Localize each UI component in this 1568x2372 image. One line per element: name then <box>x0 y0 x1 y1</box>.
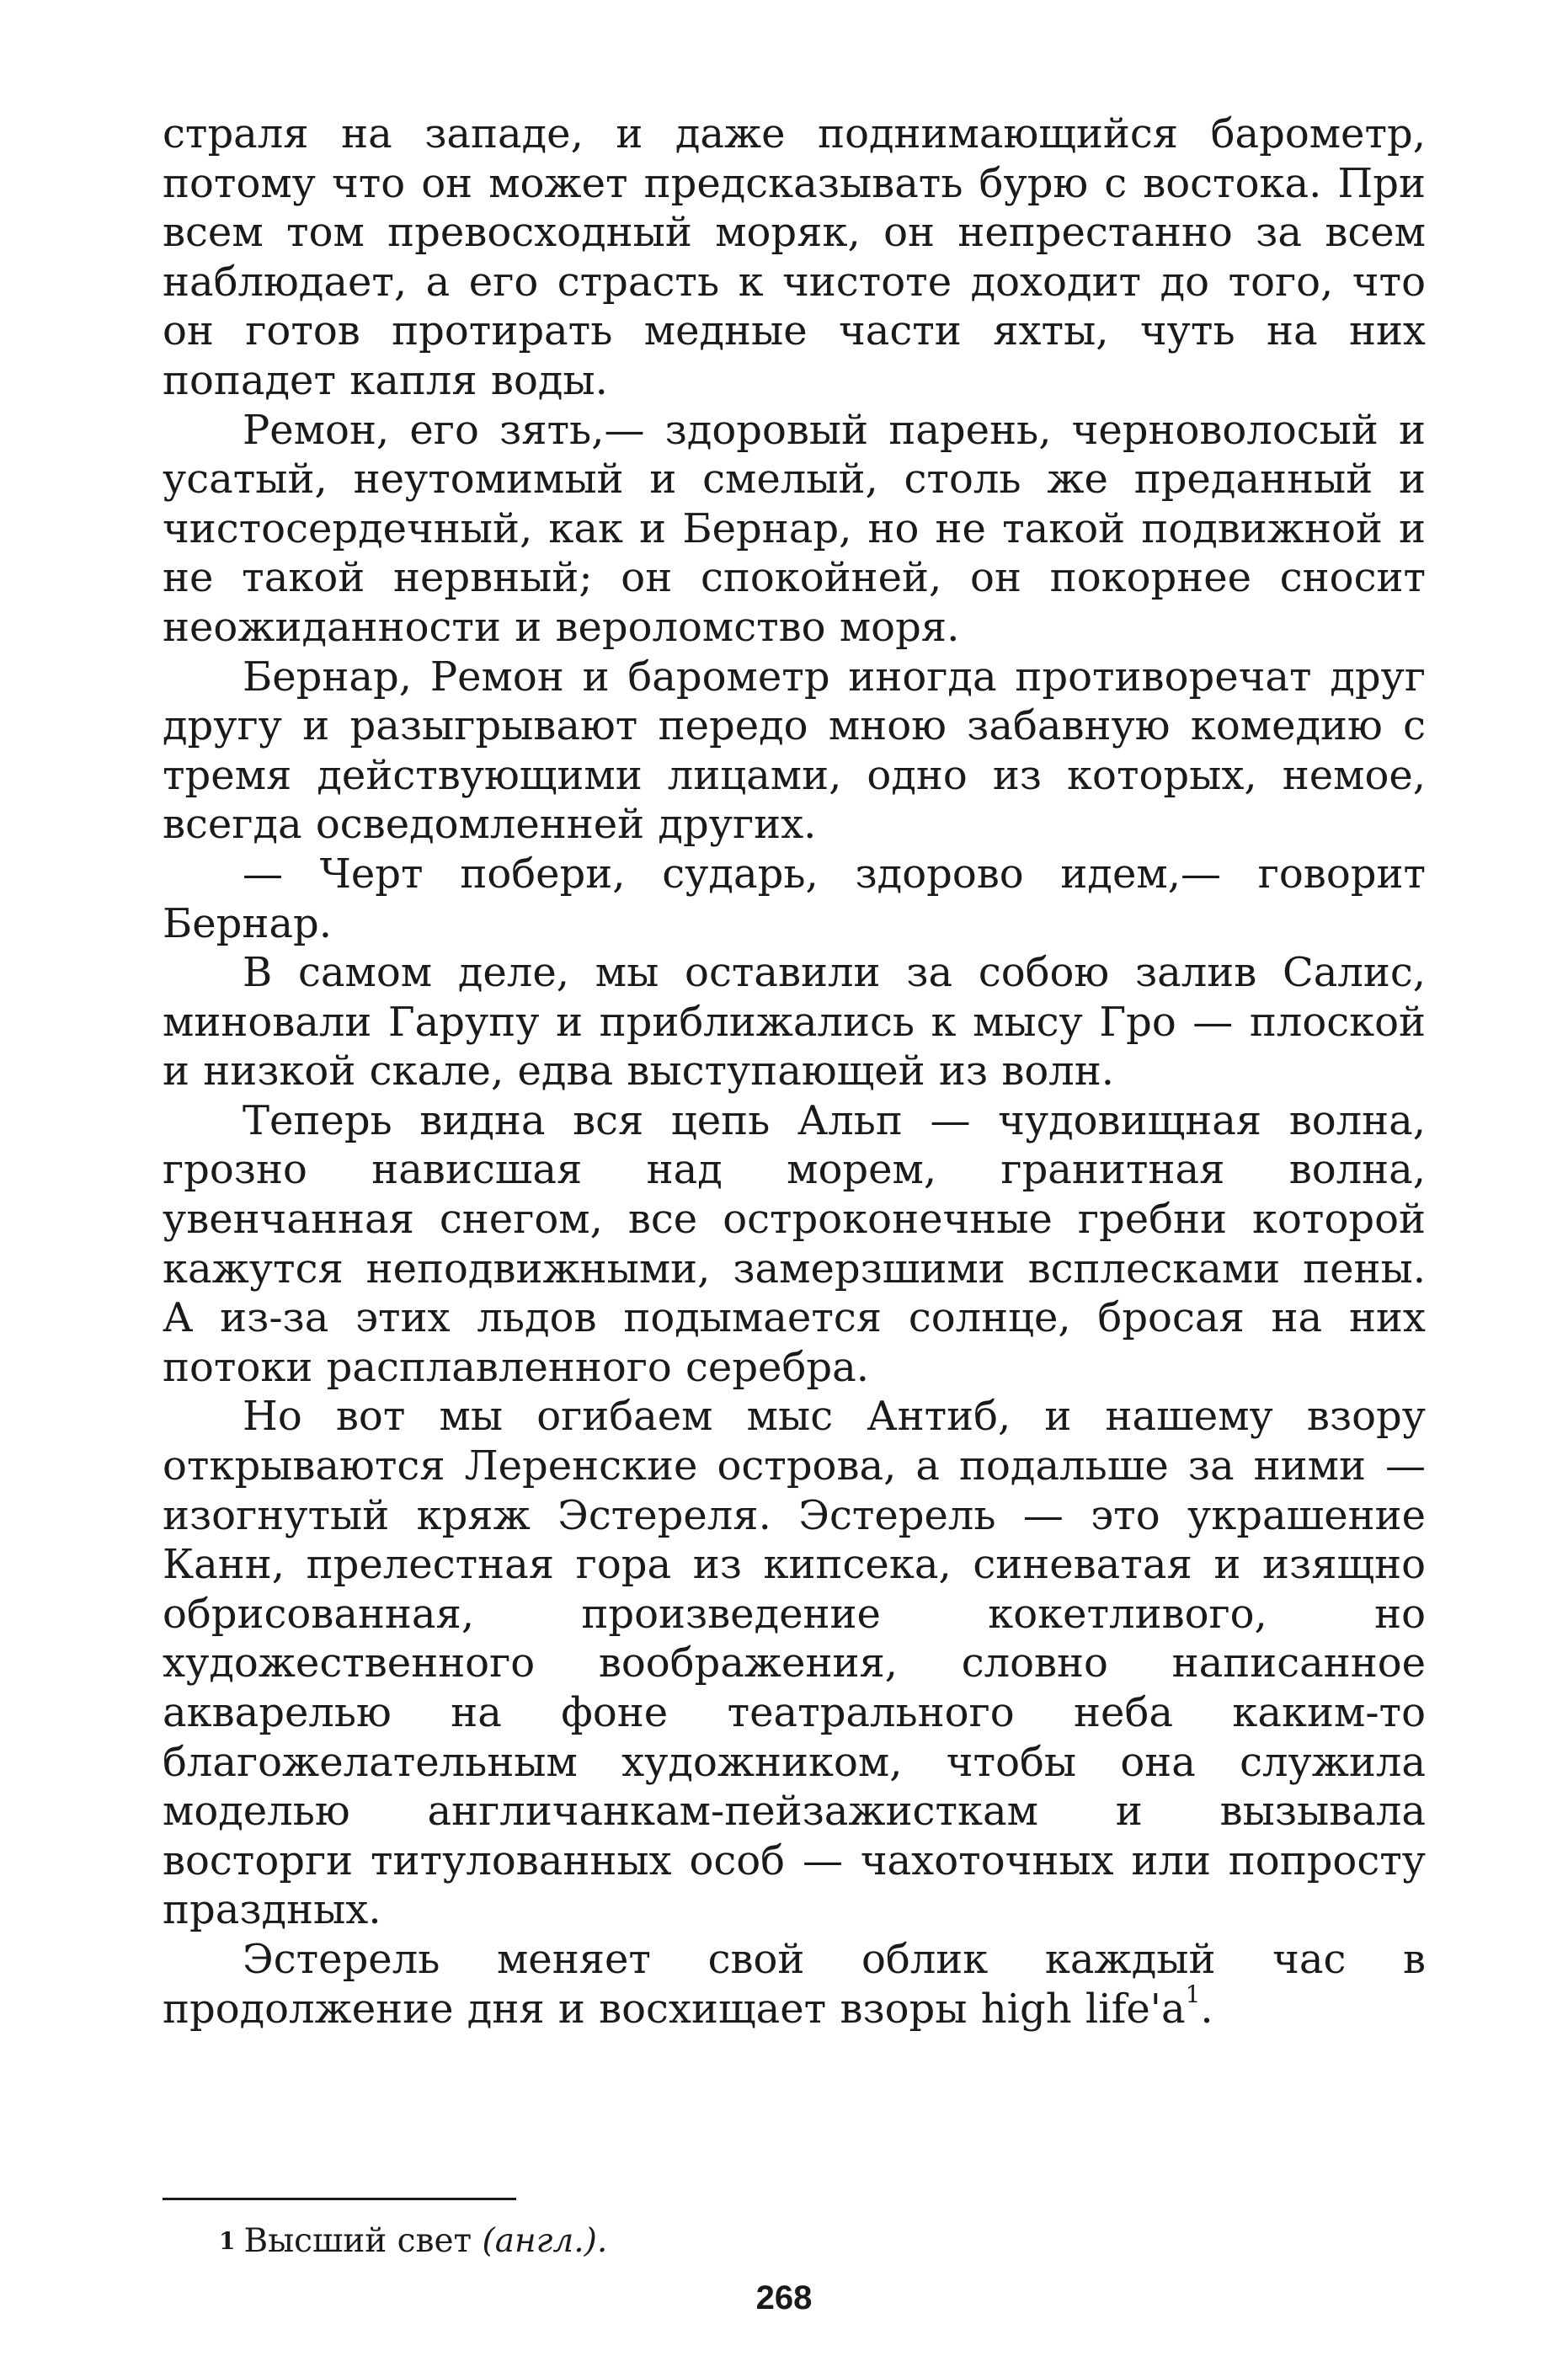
footnote <box>219 2221 607 2262</box>
footnote-mark: 1 <box>219 2227 236 2255</box>
paragraph: Бернар, Ремон и барометр иногда противоречат друг другу и разыгрывают передо мною забавную комедию с тремя действующими лицами, одно из которых, немое, всегда осведомленней других. <box>163 653 1426 849</box>
paragraph-last <box>163 1935 1426 2034</box>
paragraph-last-text: Эстерель меняет свой облик каждый час в продолжение дня и восхищает взоры high life'а <box>163 1935 1426 2033</box>
paragraph: Ремон, его зять,— здоровый парень, черноволосый и усатый, неутомимый и смелый, столь же преданный и чистосердечный, как и Бернар, но не такой подвижной и не такой нервный; он спокойней, он покорнее сносит неожиданности и вероломство моря. <box>163 406 1426 651</box>
footnote-language: (англ.). <box>482 2222 608 2260</box>
paragraph-last-tail: . <box>1200 1985 1213 2033</box>
footnote-reference: 1 <box>1185 1980 1201 2008</box>
page-number: 268 <box>755 2279 813 2316</box>
main-text <box>163 109 1426 2034</box>
paragraph: страля на западе, и даже поднимающийся барометр, потому что он может предсказывать бурю с востока. При всем том превосходный моряк, он непрестанно за всем наблюдает, а его страсть к чистоте доходит до того, что он готов протирать медные части яхты, чуть на них попадет капля воды. <box>163 110 1426 404</box>
paragraph: Теперь видна вся цепь Альп — чудовищная волна, грозно нависшая над морем, гранитная волна, увенчанная снегом, все остроконечные гребни которой кажутся неподвижными, замерзшими всплесками пены. А из-за этих льдов подымается солнце, бросая на них потоки расплавленного серебра. <box>163 1096 1426 1391</box>
paragraph: В самом деле, мы оставили за собою залив Салис, миновали Гарупу и приближались к мысу Гро — плоской и низкой скале, едва выступающей из волн. <box>163 949 1426 1095</box>
footnote-text: Высший свет <box>243 2222 472 2260</box>
footnote-divider <box>163 2198 516 2200</box>
paragraph: Но вот мы огибаем мыс Антиб, и нашему взору открываются Леренские острова, а подальше за ними — изогнутый кряж Эстереля. Эстерель — это украшение Канн, прелестная гора из кипсека, синеватая и изящно обрисованная, произведение кокетливого, но художественного воображения, словно написанное акварелью на фоне театрального неба каким-то благожелательным художником, чтобы она служила моделью англичанкам-пейзажисткам и вызывала восторги титулованных особ — чахоточных или попросту праздных. <box>163 1393 1426 1934</box>
paragraph-dialogue: — Черт побери, сударь, здорово идем,— говорит Бернар. <box>163 850 1426 947</box>
